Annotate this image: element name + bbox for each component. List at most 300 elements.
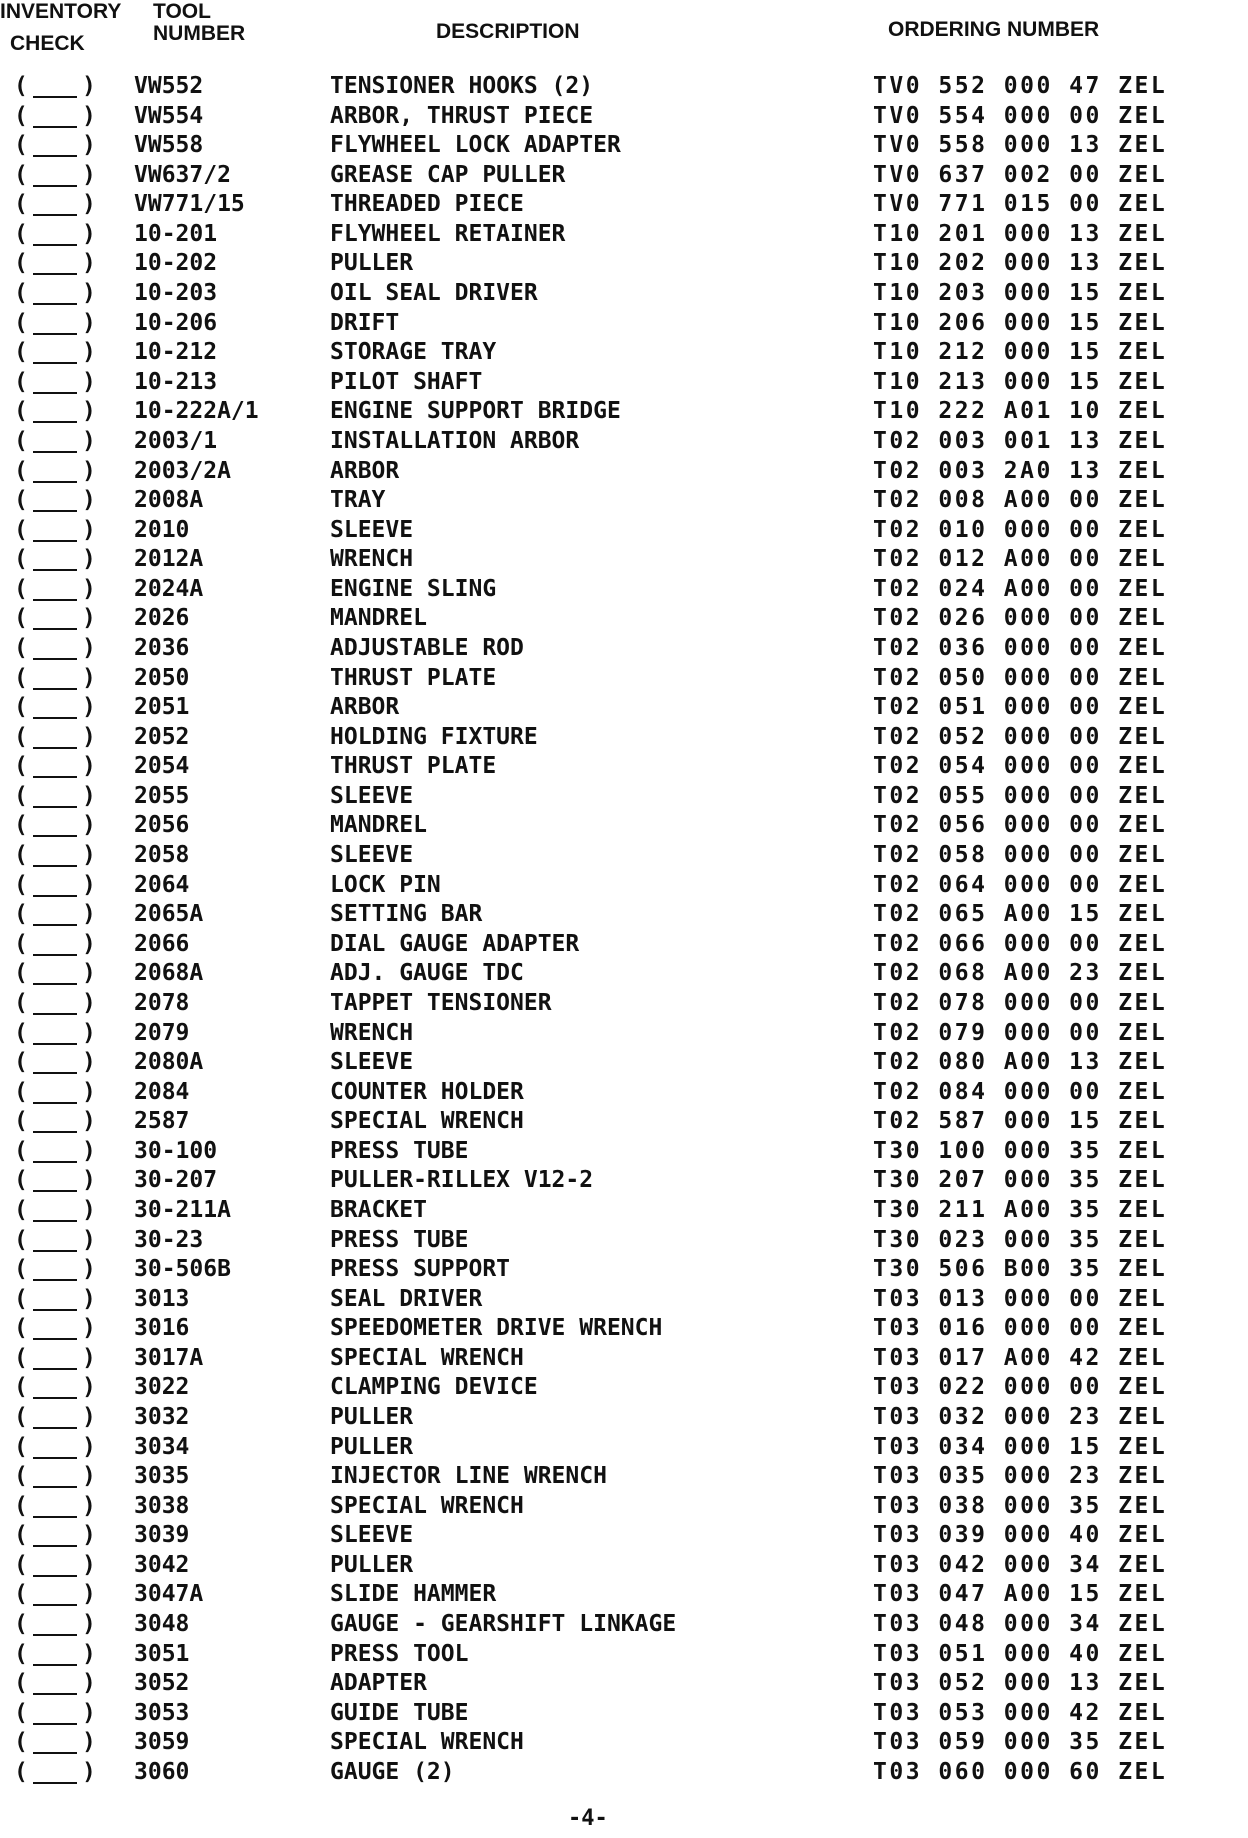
check-blank[interactable] (33, 634, 77, 660)
tool-description: ADJ. GAUGE TDC (330, 960, 524, 987)
check-blank[interactable] (33, 1433, 77, 1459)
close-paren: ) (82, 1196, 96, 1223)
ordering-number: T03 053 000 42 ZEL (873, 1699, 1168, 1726)
open-paren: ( (14, 1729, 28, 1756)
close-paren: ) (82, 1699, 96, 1726)
tool-description: SLEEVE (330, 1522, 414, 1549)
check-blank[interactable] (33, 811, 77, 837)
open-paren: ( (14, 132, 28, 159)
page-number: -4- (568, 1806, 608, 1831)
ordering-number: T02 064 000 00 ZEL (873, 871, 1168, 898)
tool-description: INJECTOR LINE WRENCH (330, 1463, 607, 1490)
tool-description: SLEEVE (330, 1049, 414, 1076)
table-row (0, 1403, 1248, 1433)
open-paren: ( (14, 842, 28, 869)
table-row (0, 575, 1248, 605)
tool-number: 10-212 (134, 339, 218, 366)
tool-description: SLEEVE (330, 516, 414, 543)
table-row (0, 309, 1248, 339)
close-paren: ) (82, 1374, 96, 1401)
check-blank[interactable] (33, 782, 77, 808)
tool-description: WRENCH (330, 1019, 414, 1046)
table-row (0, 338, 1248, 368)
check-header: CHECK (10, 32, 85, 55)
tool-number: 3022 (134, 1374, 190, 1401)
tool-description: PRESS TUBE (330, 1137, 469, 1164)
ordering-number: T10 202 000 13 ZEL (873, 250, 1168, 277)
check-blank[interactable] (33, 752, 77, 778)
open-paren: ( (14, 930, 28, 957)
open-paren: ( (14, 1433, 28, 1460)
tool-description: OIL SEAL DRIVER (330, 280, 538, 307)
tool-description: SLIDE HAMMER (330, 1581, 497, 1608)
check-blank[interactable] (33, 930, 77, 956)
close-paren: ) (82, 871, 96, 898)
close-paren: ) (82, 1315, 96, 1342)
open-paren: ( (14, 1315, 28, 1342)
tool-number: 3038 (134, 1492, 190, 1519)
check-blank[interactable] (33, 249, 77, 275)
check-blank[interactable] (33, 604, 77, 630)
check-blank[interactable] (33, 1640, 77, 1666)
close-paren: ) (82, 1433, 96, 1460)
ordering-number: T02 058 000 00 ZEL (873, 842, 1168, 869)
check-blank[interactable] (33, 131, 77, 157)
open-paren: ( (14, 220, 28, 247)
table-row (0, 249, 1248, 279)
tool-number: 10-201 (134, 220, 218, 247)
close-paren: ) (82, 516, 96, 543)
close-paren: ) (82, 753, 96, 780)
check-blank[interactable] (33, 959, 77, 985)
close-paren: ) (82, 280, 96, 307)
tool-description: INSTALLATION ARBOR (330, 427, 580, 454)
check-blank[interactable] (33, 309, 77, 335)
close-paren: ) (82, 930, 96, 957)
check-blank[interactable] (33, 1344, 77, 1370)
open-paren: ( (14, 280, 28, 307)
ordering-number: T03 047 A00 15 ZEL (873, 1581, 1168, 1608)
tool-description: SLEEVE (330, 842, 414, 869)
check-blank[interactable] (33, 1048, 77, 1074)
close-paren: ) (82, 1551, 96, 1578)
open-paren: ( (14, 1108, 28, 1135)
tool-number: 2084 (134, 1078, 190, 1105)
check-blank[interactable] (33, 220, 77, 246)
table-row (0, 664, 1248, 694)
ordering-number: T03 038 000 35 ZEL (873, 1492, 1168, 1519)
ordering-number: T03 016 000 00 ZEL (873, 1315, 1168, 1342)
open-paren: ( (14, 1758, 28, 1785)
check-blank[interactable] (33, 427, 77, 453)
open-paren: ( (14, 694, 28, 721)
check-blank[interactable] (33, 841, 77, 867)
tool-number: VW558 (134, 132, 204, 159)
close-paren: ) (82, 1344, 96, 1371)
table-row (0, 427, 1248, 457)
check-blank[interactable] (33, 397, 77, 423)
tool-description: THRUST PLATE (330, 753, 497, 780)
tool-description: ADJUSTABLE ROD (330, 634, 524, 661)
tool-number: 3042 (134, 1551, 190, 1578)
ordering-number: T30 506 B00 35 ZEL (873, 1256, 1168, 1283)
close-paren: ) (82, 487, 96, 514)
tool-number: 2036 (134, 634, 190, 661)
check-blank[interactable] (33, 664, 77, 690)
table-row (0, 1048, 1248, 1078)
check-blank[interactable] (33, 1728, 77, 1754)
tool-number: 2056 (134, 812, 190, 839)
check-blank[interactable] (33, 161, 77, 187)
check-blank[interactable] (33, 338, 77, 364)
tool-number: 30-207 (134, 1167, 218, 1194)
ordering-number: T02 078 000 00 ZEL (873, 989, 1168, 1016)
close-paren: ) (82, 191, 96, 218)
tool-number: 3032 (134, 1404, 190, 1431)
tool-number: 3053 (134, 1699, 190, 1726)
description-header: DESCRIPTION (436, 20, 580, 43)
table-row (0, 1314, 1248, 1344)
check-blank[interactable] (33, 545, 77, 571)
tool-header: TOOL (153, 0, 211, 23)
tool-description: CLAMPING DEVICE (330, 1374, 538, 1401)
check-blank[interactable] (33, 1314, 77, 1340)
check-blank[interactable] (33, 1107, 77, 1133)
tool-description: PRESS TOOL (330, 1640, 469, 1667)
check-blank[interactable] (33, 1196, 77, 1222)
tool-number: 2079 (134, 1019, 190, 1046)
table-row (0, 1255, 1248, 1285)
ordering-number: T02 003 001 13 ZEL (873, 427, 1168, 454)
check-blank[interactable] (33, 871, 77, 897)
open-paren: ( (14, 368, 28, 395)
table-row (0, 782, 1248, 812)
ordering-number: T30 100 000 35 ZEL (873, 1137, 1168, 1164)
ordering-number: T03 051 000 40 ZEL (873, 1640, 1168, 1667)
open-paren: ( (14, 1611, 28, 1638)
check-blank[interactable] (33, 486, 77, 512)
open-paren: ( (14, 1581, 28, 1608)
open-paren: ( (14, 1019, 28, 1046)
open-paren: ( (14, 960, 28, 987)
check-blank[interactable] (33, 723, 77, 749)
check-blank[interactable] (33, 457, 77, 483)
table-row (0, 1078, 1248, 1108)
tool-number: 2064 (134, 871, 190, 898)
tool-description: MANDREL (330, 605, 427, 632)
close-paren: ) (82, 368, 96, 395)
tool-number: 2012A (134, 546, 204, 573)
ordering-number: T10 201 000 13 ZEL (873, 220, 1168, 247)
open-paren: ( (14, 102, 28, 129)
check-blank[interactable] (33, 1758, 77, 1784)
tool-description: FLYWHEEL LOCK ADAPTER (330, 132, 621, 159)
open-paren: ( (14, 871, 28, 898)
tool-description: LOCK PIN (330, 871, 441, 898)
close-paren: ) (82, 1758, 96, 1785)
ordering-number: T02 079 000 00 ZEL (873, 1019, 1168, 1046)
ordering-number: TV0 771 015 00 ZEL (873, 191, 1168, 218)
table-row (0, 1640, 1248, 1670)
tool-description: ARBOR (330, 457, 400, 484)
ordering-number: T03 039 000 40 ZEL (873, 1522, 1168, 1549)
table-row (0, 930, 1248, 960)
tool-number: 2587 (134, 1108, 190, 1135)
open-paren: ( (14, 309, 28, 336)
table-row (0, 368, 1248, 398)
close-paren: ) (82, 1611, 96, 1638)
table-row (0, 723, 1248, 753)
close-paren: ) (82, 989, 96, 1016)
tool-description: PULLER (330, 250, 414, 277)
tool-description: COUNTER HOLDER (330, 1078, 524, 1105)
open-paren: ( (14, 191, 28, 218)
open-paren: ( (14, 1049, 28, 1076)
close-paren: ) (82, 398, 96, 425)
ordering-number: T03 034 000 15 ZEL (873, 1433, 1168, 1460)
table-row (0, 634, 1248, 664)
check-blank[interactable] (33, 1610, 77, 1636)
tool-list (0, 72, 1248, 1788)
open-paren: ( (14, 1404, 28, 1431)
ordering-number: TV0 552 000 47 ZEL (873, 73, 1168, 99)
tool-number: 3035 (134, 1463, 190, 1490)
ordering-number: T03 032 000 23 ZEL (873, 1404, 1168, 1431)
tool-description: SPEEDOMETER DRIVE WRENCH (330, 1315, 663, 1342)
tool-description: GUIDE TUBE (330, 1699, 469, 1726)
check-blank[interactable] (33, 693, 77, 719)
check-blank[interactable] (33, 1669, 77, 1695)
table-row (0, 871, 1248, 901)
open-paren: ( (14, 1699, 28, 1726)
open-paren: ( (14, 546, 28, 573)
close-paren: ) (82, 634, 96, 661)
check-blank[interactable] (33, 1255, 77, 1281)
open-paren: ( (14, 753, 28, 780)
table-row (0, 693, 1248, 723)
close-paren: ) (82, 250, 96, 277)
open-paren: ( (14, 1167, 28, 1194)
tool-number: 3039 (134, 1522, 190, 1549)
ordering-number-header: ORDERING NUMBER (888, 18, 1100, 41)
close-paren: ) (82, 161, 96, 188)
tool-description: TENSIONER HOOKS (2) (330, 73, 594, 99)
check-blank[interactable] (33, 1403, 77, 1429)
check-blank[interactable] (33, 1137, 77, 1163)
open-paren: ( (14, 634, 28, 661)
close-paren: ) (82, 1640, 96, 1667)
table-row (0, 1758, 1248, 1788)
ordering-number: T02 003 2A0 13 ZEL (873, 457, 1168, 484)
close-paren: ) (82, 1226, 96, 1253)
check-blank[interactable] (33, 575, 77, 601)
check-blank[interactable] (33, 1285, 77, 1311)
table-row (0, 959, 1248, 989)
tool-description: ENGINE SUPPORT BRIDGE (330, 398, 621, 425)
table-row (0, 1551, 1248, 1581)
close-paren: ) (82, 1137, 96, 1164)
tool-description: GREASE CAP PULLER (330, 161, 566, 188)
close-paren: ) (82, 132, 96, 159)
open-paren: ( (14, 575, 28, 602)
table-row (0, 1196, 1248, 1226)
ordering-number: T10 206 000 15 ZEL (873, 309, 1168, 336)
close-paren: ) (82, 575, 96, 602)
table-row (0, 131, 1248, 161)
tool-description: SEAL DRIVER (330, 1285, 483, 1312)
tool-number: 3013 (134, 1285, 190, 1312)
table-row (0, 1728, 1248, 1758)
table-row (0, 220, 1248, 250)
check-blank[interactable] (33, 368, 77, 394)
tool-number: 2051 (134, 694, 190, 721)
tool-number: 2068A (134, 960, 204, 987)
tool-number: 2080A (134, 1049, 204, 1076)
open-paren: ( (14, 1670, 28, 1697)
tool-description: ADAPTER (330, 1670, 427, 1697)
close-paren: ) (82, 664, 96, 691)
tool-description: HOLDING FIXTURE (330, 723, 538, 750)
table-row (0, 1580, 1248, 1610)
ordering-number: T03 035 000 23 ZEL (873, 1463, 1168, 1490)
table-row (0, 397, 1248, 427)
tool-number: 30-100 (134, 1137, 218, 1164)
open-paren: ( (14, 1463, 28, 1490)
tool-description: PULLER (330, 1404, 414, 1431)
tool-number: 2026 (134, 605, 190, 632)
ordering-number: T02 052 000 00 ZEL (873, 723, 1168, 750)
open-paren: ( (14, 723, 28, 750)
check-blank[interactable] (33, 989, 77, 1015)
tool-number: 2003/2A (134, 457, 231, 484)
tool-number: VW771/15 (134, 191, 245, 218)
tool-description: PILOT SHAFT (330, 368, 483, 395)
close-paren: ) (82, 457, 96, 484)
check-blank[interactable] (33, 72, 77, 98)
check-blank[interactable] (33, 1699, 77, 1725)
check-blank[interactable] (33, 1580, 77, 1606)
table-row (0, 545, 1248, 575)
tool-number: 3034 (134, 1433, 190, 1460)
tool-description: GAUGE - GEARSHIFT LINKAGE (330, 1611, 677, 1638)
tool-number: 30-23 (134, 1226, 204, 1253)
check-blank[interactable] (33, 279, 77, 305)
close-paren: ) (82, 723, 96, 750)
ordering-number: T02 055 000 00 ZEL (873, 782, 1168, 809)
check-blank[interactable] (33, 1551, 77, 1577)
open-paren: ( (14, 1256, 28, 1283)
tool-description: THREADED PIECE (330, 191, 524, 218)
tool-number: 2054 (134, 753, 190, 780)
tool-number: 3017A (134, 1344, 204, 1371)
open-paren: ( (14, 1078, 28, 1105)
tool-number: 3059 (134, 1729, 190, 1756)
ordering-number: T10 203 000 15 ZEL (873, 280, 1168, 307)
open-paren: ( (14, 1640, 28, 1667)
ordering-number: T30 023 000 35 ZEL (873, 1226, 1168, 1253)
tool-number: 2050 (134, 664, 190, 691)
ordering-number: T03 042 000 34 ZEL (873, 1551, 1168, 1578)
ordering-number: T10 213 000 15 ZEL (873, 368, 1168, 395)
check-blank[interactable] (33, 1521, 77, 1547)
number-header: NUMBER (153, 22, 246, 45)
table-row (0, 1344, 1248, 1374)
open-paren: ( (14, 73, 28, 99)
ordering-number: T03 013 000 00 ZEL (873, 1285, 1168, 1312)
ordering-number: T03 048 000 34 ZEL (873, 1611, 1168, 1638)
tool-number: 10-206 (134, 309, 218, 336)
check-blank[interactable] (33, 102, 77, 128)
ordering-number: T02 010 000 00 ZEL (873, 516, 1168, 543)
ordering-number: T02 065 A00 15 ZEL (873, 901, 1168, 928)
check-blank[interactable] (33, 900, 77, 926)
ordering-number: T02 008 A00 00 ZEL (873, 487, 1168, 514)
tool-number: 30-506B (134, 1256, 231, 1283)
inventory-header: INVENTORY (0, 0, 122, 23)
tool-number: 3052 (134, 1670, 190, 1697)
check-blank[interactable] (33, 1078, 77, 1104)
close-paren: ) (82, 812, 96, 839)
tool-number: 10-203 (134, 280, 218, 307)
check-blank[interactable] (33, 190, 77, 216)
close-paren: ) (82, 1019, 96, 1046)
close-paren: ) (82, 1049, 96, 1076)
ordering-number: T02 084 000 00 ZEL (873, 1078, 1168, 1105)
check-blank[interactable] (33, 1019, 77, 1045)
tool-number: VW554 (134, 102, 204, 129)
open-paren: ( (14, 901, 28, 928)
close-paren: ) (82, 1078, 96, 1105)
open-paren: ( (14, 516, 28, 543)
ordering-number: T02 050 000 00 ZEL (873, 664, 1168, 691)
check-blank[interactable] (33, 1166, 77, 1192)
table-row (0, 1462, 1248, 1492)
check-blank[interactable] (33, 1226, 77, 1252)
close-paren: ) (82, 339, 96, 366)
close-paren: ) (82, 960, 96, 987)
close-paren: ) (82, 309, 96, 336)
open-paren: ( (14, 1551, 28, 1578)
open-paren: ( (14, 605, 28, 632)
close-paren: ) (82, 220, 96, 247)
check-blank[interactable] (33, 516, 77, 542)
tool-description: SETTING BAR (330, 901, 483, 928)
ordering-number: T03 060 000 60 ZEL (873, 1758, 1168, 1785)
close-paren: ) (82, 605, 96, 632)
ordering-number: TV0 637 002 00 ZEL (873, 161, 1168, 188)
close-paren: ) (82, 1256, 96, 1283)
check-blank[interactable] (33, 1492, 77, 1518)
check-blank[interactable] (33, 1373, 77, 1399)
tool-description: TRAY (330, 487, 386, 514)
tool-number: 2055 (134, 782, 190, 809)
close-paren: ) (82, 1463, 96, 1490)
check-blank[interactable] (33, 1462, 77, 1488)
close-paren: ) (82, 694, 96, 721)
tool-number: 30-211A (134, 1196, 231, 1223)
ordering-number: T02 080 A00 13 ZEL (873, 1049, 1168, 1076)
ordering-number: T02 036 000 00 ZEL (873, 634, 1168, 661)
open-paren: ( (14, 427, 28, 454)
table-row (0, 102, 1248, 132)
close-paren: ) (82, 1404, 96, 1431)
table-row (0, 900, 1248, 930)
tool-number: 10-213 (134, 368, 218, 395)
tool-description: ENGINE SLING (330, 575, 497, 602)
ordering-number: T02 026 000 00 ZEL (873, 605, 1168, 632)
tool-number: VW552 (134, 73, 204, 99)
tool-description: THRUST PLATE (330, 664, 497, 691)
